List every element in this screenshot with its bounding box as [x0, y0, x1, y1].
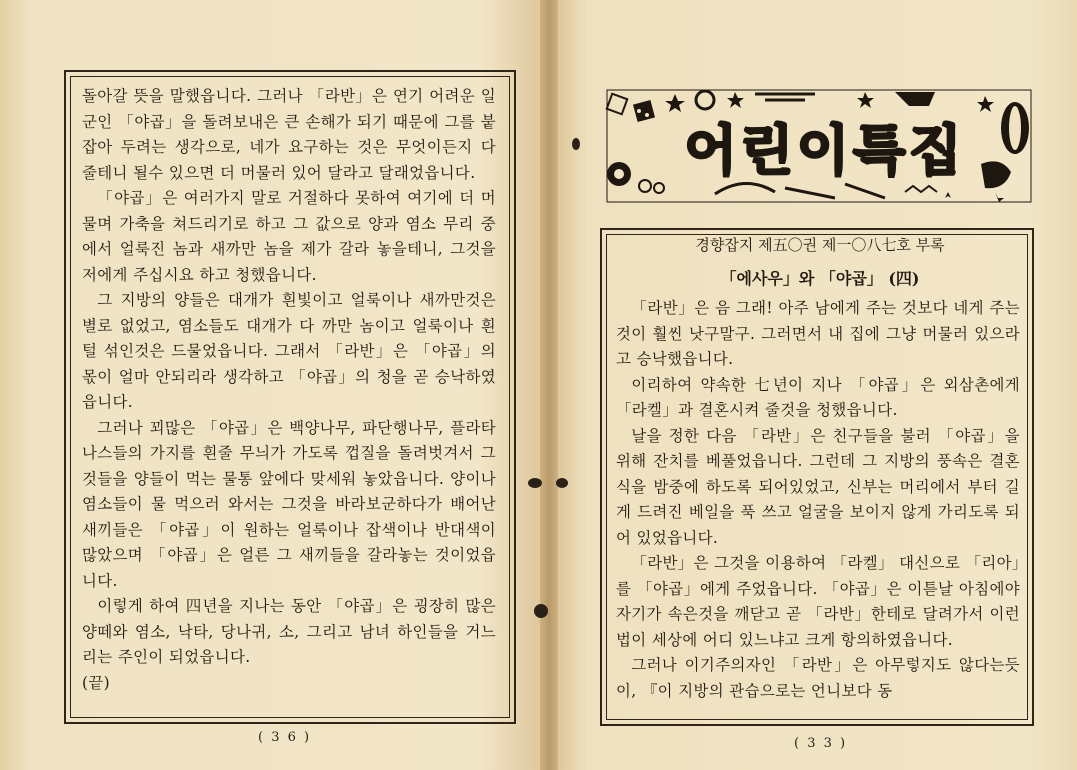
binding-hole	[534, 604, 548, 618]
left-body-text	[82, 84, 496, 696]
paragraph: 그 지방의 양들은 대개가 흰빛이고 얼룩이나 새까만것은 별로 없었고, 염소들도 대개가 다 까만 놈이고 얼룩이나 흰털 섞인것은 드물었읍니다. 그래서 「라반」은 「야곱」의 몫이 얼마 안되리라 생각하고 「야곱」의 청을 곧 승낙하였읍니다.	[82, 291, 496, 411]
binding-hole	[528, 478, 542, 488]
paragraph: 돌아갈 뜻을 말했읍니다. 그러나 「라반」은 연기 어려운 일군인 「야곱」을 돌려보내은 큰 손해가 되기 때문에 그를 붙잡아 두려는 생각으로, 네가 요구하는 것은 무엇이든지 다 줄테니 될수 있으면 더 머물러 있어 달라고 달래었읍니다.	[82, 87, 496, 182]
issue-line: 경향잡지 제五〇권 제一〇八七호 부록	[695, 236, 945, 254]
end-mark: (끝)	[82, 673, 111, 692]
binding-hole	[572, 138, 580, 150]
paragraph: 이렇게 하여 四년을 지나는 동안 「야곱」은 굉장히 많은 양떼와 염소, 낙타, 당나귀, 소, 그리고 남녀 하인들을 거느리는 주인이 되었읍니다.	[82, 597, 496, 666]
paragraph: 그러나 꾀많은 「야곱」은 백양나무, 파단행나무, 플라타나스들의 가지를 흰줄 무늬가 가도록 껍질을 돌려벗겨서 그것들을 양들이 먹는 물통 앞에다 맞세워 놓았읍니다. 양이나 염소들이 물 먹으러 와서는 그것을 바라보군하다가 배어난 새끼들은 「야곱」이 원하는 얼룩이나 잡색이나 반대색이 많았으며 「야곱」은 얼른 그 새끼들을 갈라놓는 것이었읍니다.	[82, 418, 496, 590]
banner-title: 어린이특집	[684, 119, 966, 182]
right-page-number: ( 3 3 )	[794, 736, 848, 751]
paragraph: 「라반」은 음 그래! 아주 남에게 주는 것보다 네게 주는것이 훨씬 낫구말구. 그러면서 내 집에 그냥 머물러 있으라고 승낙했읍니다.	[616, 299, 1020, 368]
paragraph: 「야곱」은 여러가지 말로 거절하다 못하여 여기에 더 머물며 가축을 쳐드리기로 하고 그 값으로 양과 염소 무리 중에서 얼룩진 놈과 새까만 놈을 제가 갈라 놓을테니, 그것을 저에게 주십시요 하고 청했읍니다.	[82, 189, 496, 284]
paragraph: 이리하여 약속한 七년이 지나 「야곱」은 외삼촌에게 「라켈」과 결혼시켜 줄것을 청했읍니다.	[616, 375, 1020, 419]
story-title: 「에사우」와 「야곱」 (四)	[720, 269, 920, 288]
paragraph: 그러나 이기주의자인 「라반」은 아무렇지도 않다는듯이, 『이 지방의 관습으로는 언니보다 동	[616, 656, 1020, 700]
paragraph: 「라반」은 그것을 이용하여 「라켈」 대신으로 「리아」를 「야곱」에게 주었읍니다. 「야곱」은 이튿날 아침에야 자기가 속은것을 깨닫고 곧 「라반」한테로 달려가서 이런 법이 세상에 어디 있느냐고 크게 항의하였읍니다.	[616, 554, 1020, 649]
left-page-number: ( 3 6 )	[258, 730, 312, 745]
right-body-text	[616, 296, 1020, 704]
binding-hole	[556, 478, 568, 488]
paragraph: 날을 정한 다음 「라반」은 친구들을 불러 「야곱」을 위해 잔치를 베풀었읍니다. 그런데 그 지방의 풍속은 결혼식을 밤중에 하도록 되어있었고, 신부는 머리에서 부터 길게 드려진 베일을 푹 쓰고 얼굴을 보이지 않게 가리도록 되어 있었읍니다.	[616, 426, 1020, 547]
book-gutter	[540, 0, 558, 770]
